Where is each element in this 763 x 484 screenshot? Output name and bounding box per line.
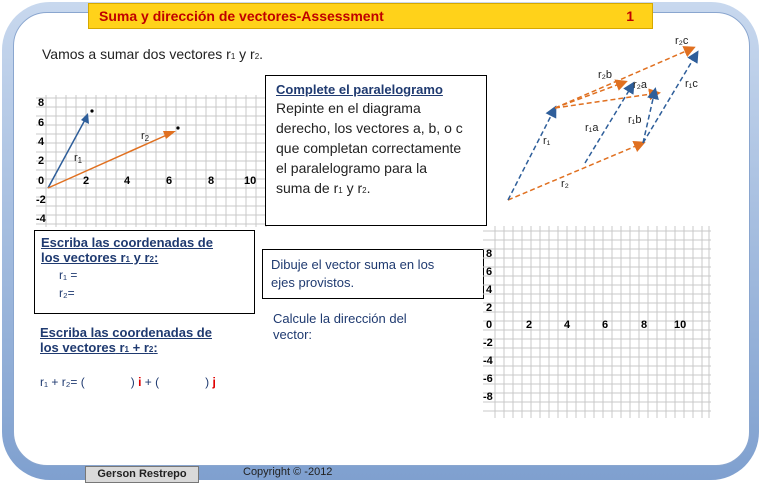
label-r2: r₂ bbox=[561, 178, 569, 190]
page-title: Suma y dirección de vectores-Assessment bbox=[99, 8, 384, 24]
sum-heading-line1: Escriba las coordenadas de bbox=[40, 325, 212, 340]
x-tick: 8 bbox=[641, 319, 648, 331]
label-r1b: r₁b bbox=[628, 114, 642, 126]
x-tick: 10 bbox=[674, 319, 687, 331]
x-tick: 8 bbox=[208, 175, 215, 187]
y-tick: 0 bbox=[486, 319, 493, 331]
x-tick: 6 bbox=[166, 175, 173, 187]
y-tick: 6 bbox=[486, 266, 493, 278]
direction-instructions: Calcule la dirección del vector: bbox=[273, 311, 407, 342]
parallelogram-diagram bbox=[495, 30, 720, 210]
sum-heading-line2: los vectores r1 + r2: bbox=[40, 340, 158, 355]
draw-instructions-box bbox=[262, 249, 484, 299]
sum-section bbox=[40, 325, 270, 389]
r2-label: r2 bbox=[141, 130, 150, 143]
vector-grid-right bbox=[483, 226, 713, 421]
y-tick: 2 bbox=[38, 155, 45, 167]
paralelogramo-box bbox=[265, 75, 487, 226]
y-tick: 8 bbox=[486, 248, 493, 260]
label-r2b: r₂b bbox=[598, 69, 613, 81]
label-r1a: r₁a bbox=[585, 122, 599, 134]
coordinates-heading-line1: Escriba las coordenadas de bbox=[41, 235, 213, 250]
x-tick: 4 bbox=[564, 319, 571, 331]
title-bar bbox=[88, 3, 653, 29]
coordinates-box bbox=[34, 230, 255, 314]
diagram-vector-r1b bbox=[643, 90, 655, 143]
y-tick: 6 bbox=[38, 117, 45, 129]
y-tick: -6 bbox=[483, 373, 493, 385]
y-tick: 4 bbox=[38, 136, 45, 148]
paralelogramo-line5: suma de r1 y r2. bbox=[276, 180, 371, 196]
paralelogramo-line3: que completan correctamente bbox=[276, 140, 462, 156]
y-tick: -4 bbox=[36, 213, 46, 225]
y-tick: 2 bbox=[486, 302, 493, 314]
diagram-vector-r2 bbox=[508, 143, 643, 200]
y-tick: 4 bbox=[486, 284, 493, 296]
x-tick: 6 bbox=[602, 319, 609, 331]
paralelogramo-heading: Complete el paralelogramo bbox=[276, 82, 443, 97]
sum-equation[interactable]: r₁ + r₂= ( ) i + ( ) j bbox=[40, 375, 216, 389]
author-badge: Gerson Restrepo bbox=[85, 466, 199, 483]
coordinates-heading-line2: los vectores r1 y r2: bbox=[41, 250, 159, 265]
r1-label: r1 bbox=[74, 152, 83, 165]
r2-coordinate-field[interactable]: r₂= bbox=[59, 286, 75, 300]
draw-instructions-line2: ejes provistos. bbox=[271, 275, 355, 290]
draw-instructions-line1: Dibuje el vector suma en los bbox=[271, 257, 435, 272]
label-r1: r₁ bbox=[543, 135, 551, 147]
r1-coordinate-field[interactable]: r₁ = bbox=[59, 268, 78, 282]
y-tick: 0 bbox=[38, 175, 45, 187]
x-tick: 2 bbox=[526, 319, 533, 331]
page-number: 1 bbox=[626, 8, 634, 24]
copyright-text: Copyright © -2012 bbox=[243, 466, 333, 478]
r2-endpoint bbox=[176, 126, 179, 129]
x-tick: 4 bbox=[124, 175, 131, 187]
intro-text: Vamos a sumar dos vectores r1 y r2. bbox=[42, 46, 264, 62]
paralelogramo-line1: Repinte en el diagrama bbox=[276, 100, 421, 116]
label-r2c: r₂c bbox=[675, 35, 689, 47]
y-tick: 8 bbox=[38, 97, 45, 109]
label-r1c: r₁c bbox=[685, 78, 698, 90]
paralelogramo-line2: derecho, los vectores a, b, o c bbox=[276, 120, 463, 136]
y-tick: -2 bbox=[36, 194, 46, 206]
r1-endpoint bbox=[90, 109, 93, 112]
label-r2a: r₂a bbox=[633, 79, 648, 91]
vector-grid-left bbox=[36, 95, 276, 230]
x-tick: 2 bbox=[83, 175, 90, 187]
grid-lines bbox=[36, 95, 271, 227]
diagram-vector-r1 bbox=[508, 108, 555, 200]
y-tick: -8 bbox=[483, 391, 493, 403]
paralelogramo-line4: el paralelogramo para la bbox=[276, 160, 427, 176]
x-tick: 10 bbox=[244, 175, 257, 187]
y-tick: -4 bbox=[483, 355, 493, 367]
y-tick: -2 bbox=[483, 337, 493, 349]
